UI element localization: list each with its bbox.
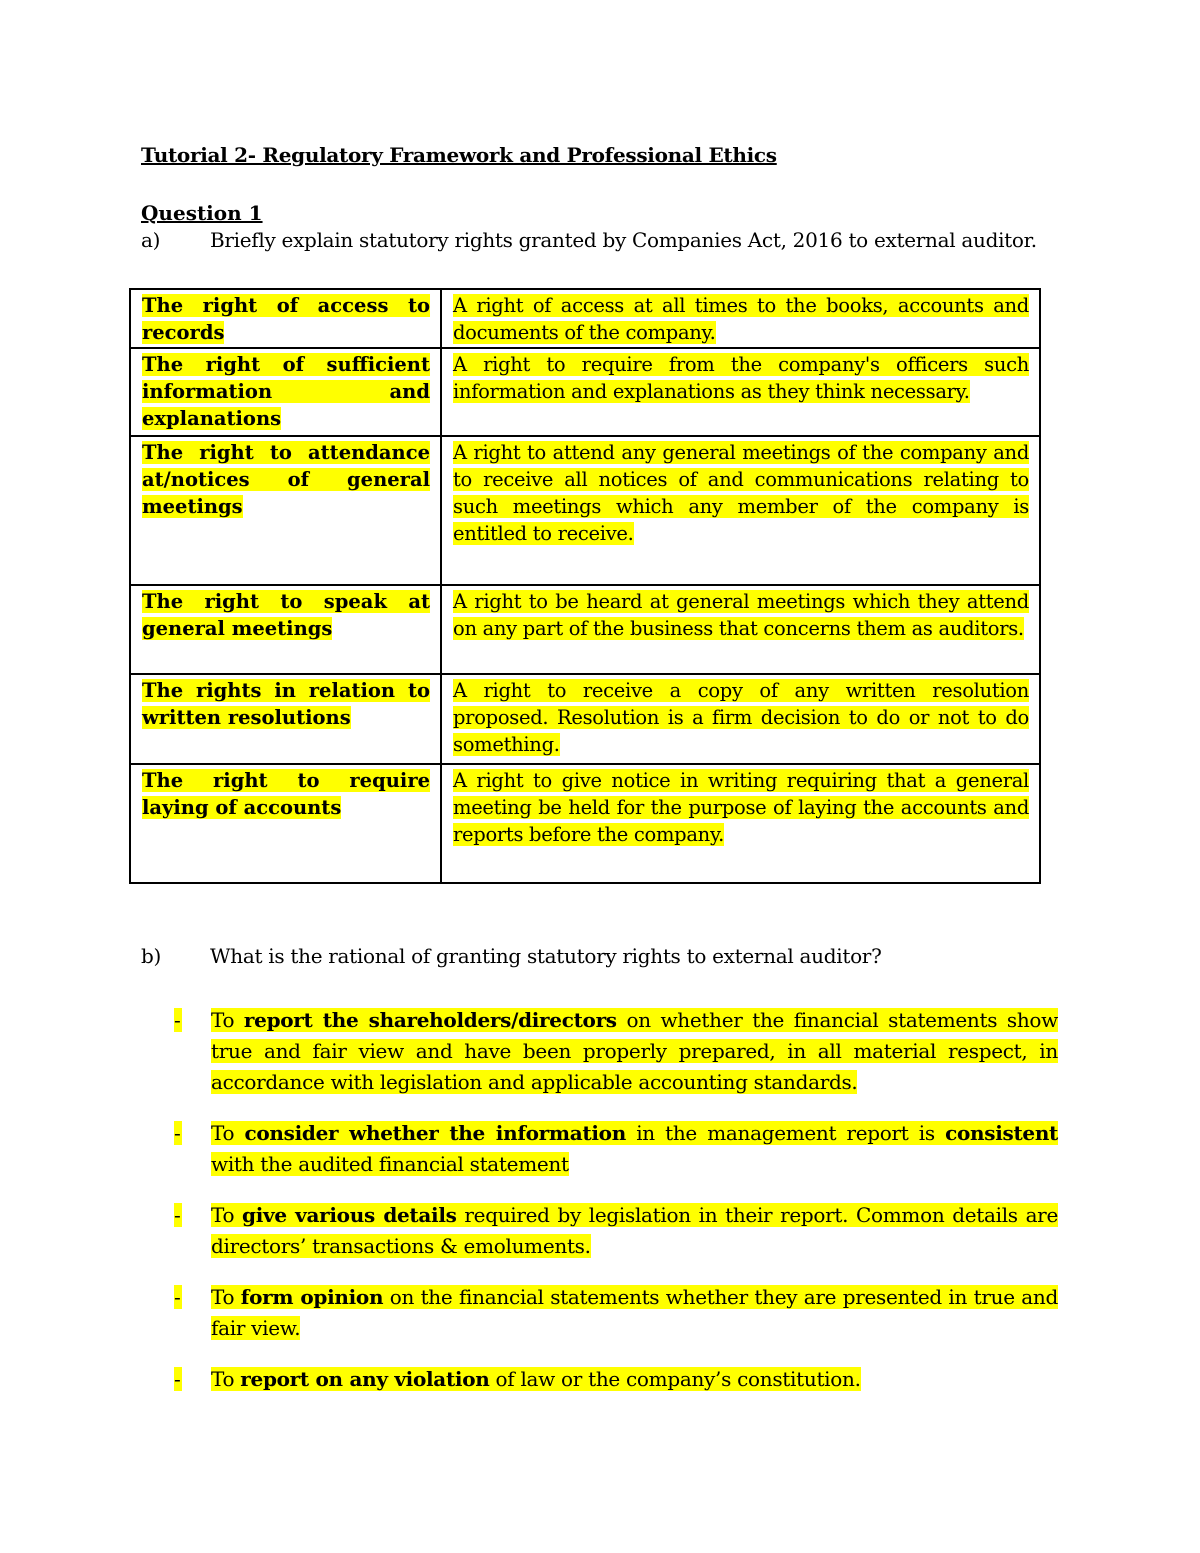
list-item — [174, 1118, 1058, 1180]
right-description-cell — [441, 674, 1040, 764]
right-name: The right of access to records — [142, 294, 430, 344]
right-name-cell — [130, 348, 441, 436]
bullet-text: To give various details required by legislation in their report. Common details are directors’ transactions & emoluments. — [211, 1203, 1058, 1258]
right-description: A right to be heard at general meetings which they attend on any part of the business that concerns them as auditors. — [453, 590, 1029, 640]
bullet-text: To consider whether the information in the management report is consistent with the audited financial statement — [211, 1121, 1058, 1176]
table-row — [130, 674, 1040, 764]
bullet-text: To form opinion on the financial statements whether they are presented in true and fair view. — [211, 1285, 1058, 1340]
table-row — [130, 348, 1040, 436]
right-description-cell — [441, 436, 1040, 585]
right-name-cell — [130, 764, 441, 883]
document-title: Tutorial 2- Regulatory Framework and Professional Ethics — [141, 143, 777, 167]
bullet-text: To report the shareholders/directors on whether the financial statements show true and fair view and have been properly prepared, in all material respect, in accordance with legislation and applicable accounting standards. — [211, 1008, 1058, 1094]
table-row — [130, 436, 1040, 585]
right-description-cell — [441, 764, 1040, 883]
part-b-label: b) — [141, 944, 162, 968]
part-a-text: Briefly explain statutory rights granted by Companies Act, 2016 to external auditor. — [210, 228, 1037, 252]
part-b-text: What is the rational of granting statutory rights to external auditor? — [210, 944, 882, 968]
bullet-dash: - — [174, 1367, 181, 1391]
right-name-cell — [130, 585, 441, 674]
rationale-list — [174, 1005, 1058, 1415]
right-name: The right of sufficient information and explanations — [142, 353, 430, 430]
right-description: A right to require from the company's officers such information and explanations as they think necessary. — [453, 353, 1029, 403]
right-name: The right to require laying of accounts — [142, 769, 430, 819]
right-description-cell — [441, 348, 1040, 436]
statutory-rights-table — [129, 288, 1041, 884]
right-description-cell — [441, 585, 1040, 674]
list-item — [174, 1364, 1058, 1395]
bullet-dash: - — [174, 1203, 181, 1227]
bullet-dash: - — [174, 1121, 181, 1145]
right-description: A right to attend any general meetings of the company and to receive all notices of and communications relating to such meetings which any member of the company is entitled to receive. — [453, 441, 1029, 545]
list-item — [174, 1005, 1058, 1098]
right-name: The right to attendance at/notices of general meetings — [142, 441, 430, 518]
table-row — [130, 764, 1040, 883]
right-name-cell — [130, 674, 441, 764]
right-name: The rights in relation to written resolutions — [142, 679, 430, 729]
bullet-text: To report on any violation of law or the company’s constitution. — [211, 1367, 861, 1391]
question-part-b — [141, 944, 882, 968]
table-row — [130, 585, 1040, 674]
right-description: A right of access at all times to the books, accounts and documents of the company. — [453, 294, 1029, 344]
right-description: A right to receive a copy of any written resolution proposed. Resolution is a firm decision to do or not to do something. — [453, 679, 1029, 756]
bullet-dash: - — [174, 1285, 181, 1309]
right-description-cell — [441, 289, 1040, 348]
table-row — [130, 289, 1040, 348]
question-part-a — [141, 228, 1037, 252]
right-name-cell — [130, 436, 441, 585]
part-a-label: a) — [141, 228, 161, 252]
bullet-dash: - — [174, 1008, 181, 1032]
right-description: A right to give notice in writing requiring that a general meeting be held for the purpose of laying the accounts and reports before the company. — [453, 769, 1029, 846]
right-name-cell — [130, 289, 441, 348]
right-name: The right to speak at general meetings — [142, 590, 430, 640]
question-heading: Question 1 — [141, 201, 263, 225]
list-item — [174, 1200, 1058, 1262]
list-item — [174, 1282, 1058, 1344]
